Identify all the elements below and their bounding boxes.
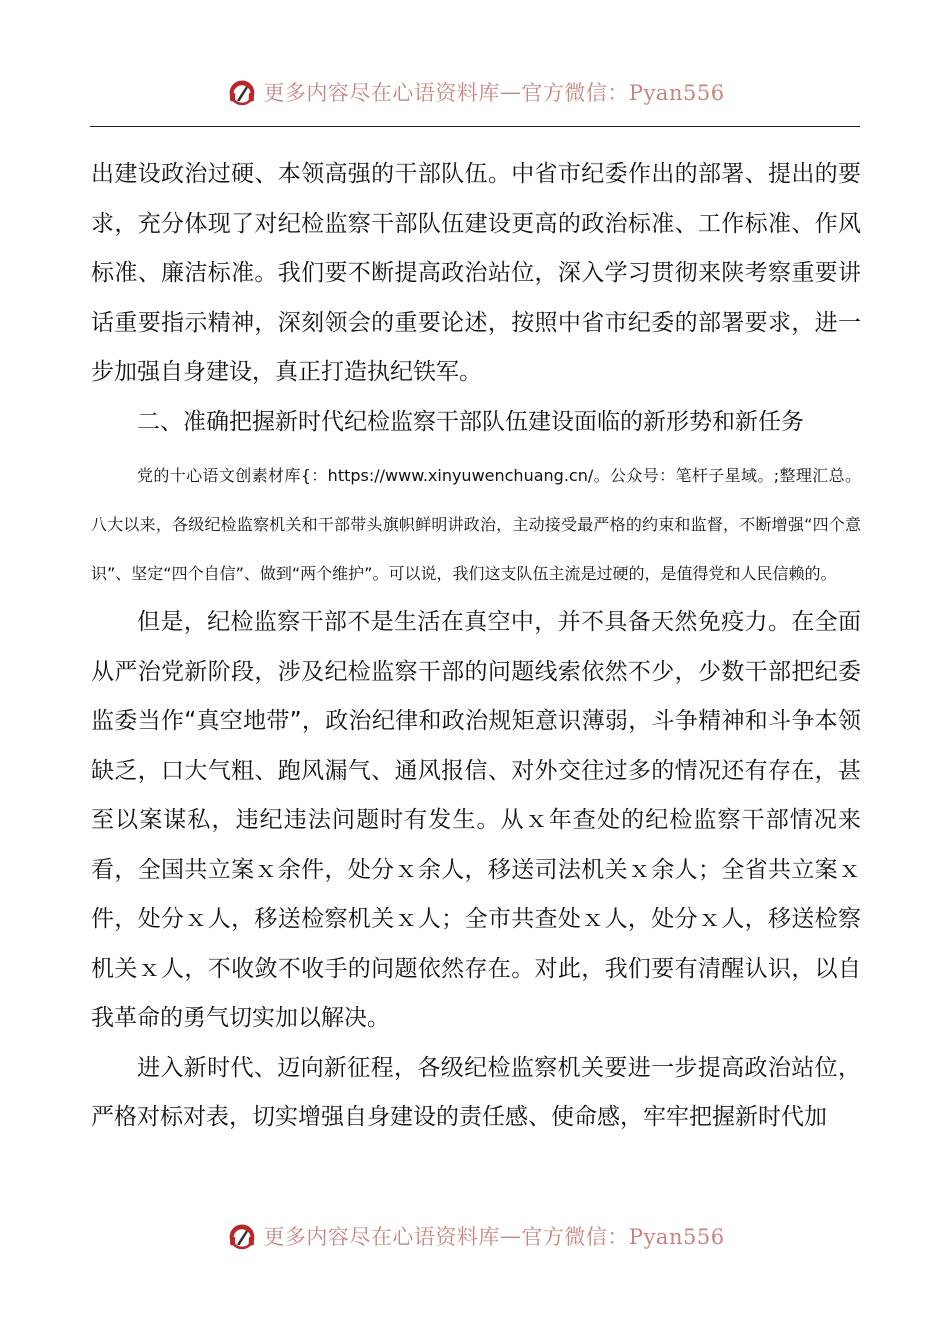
paragraph-small-note: 党的十心语文创素材库{：https://www.xinyuwenchuang.cn/。公众号：笔杆子星域。;整理汇总。八大以来，各级纪检监察机关和干部带头旗帜鲜明讲政治，主动接受最严格的约束和监督，不断增强“四个意识”、坚定“四个自信”、做到“两个维护”。可以说，我们这支队伍主流是过硬的，是值得党和人民信赖的。	[91, 466, 861, 583]
footer-watermark-contact: 官方微信：Pyan556	[521, 1225, 725, 1249]
document-body	[91, 150, 861, 1143]
page-footer-watermark	[0, 1216, 950, 1256]
headphones-logo-icon	[225, 1219, 259, 1253]
header-divider	[90, 126, 860, 127]
paragraph-new-era: 进入新时代、迈向新征程，各级纪检监察机关要进一步提高政治站位，严格对标对表，切实增强自身建设的责任感、使命感，牢牢把握新时代加	[91, 1054, 861, 1130]
watermark-separator: —	[499, 80, 522, 104]
paragraph-continuation: 出建设政治过硬、本领高强的干部队伍。中省市纪委作出的部署、提出的要求，充分体现了对纪检监察干部队伍建设更高的政治标准、工作标准、作风标准、廉洁标准。我们要不断提高政治站位，深入学习贯彻来陕考察重要讲话重要指示精神，深刻领会的重要论述，按照中省市纪委的部署要求，进一步加强自身建设，真正打造执纪铁军。	[91, 161, 861, 385]
watermark-brand: 更多内容尽在心语资料库	[263, 81, 500, 105]
watermark-contact: 官方微信：Pyan556	[521, 81, 725, 105]
footer-watermark-brand: 更多内容尽在心语资料库	[263, 1225, 500, 1249]
paragraph-problems: 但是，纪检监察干部不是生活在真空中，并不具备天然免疫力。在全面从严治党新阶段，涉及纪检监察干部的问题线索依然不少，少数干部把纪委监委当作“真空地带”，政治纪律和政治规矩意识薄弱，斗争精神和斗争本领缺乏，口大气粗、跑风漏气、通风报信、对外交往过多的情况还有存在，甚至以案谋私，违纪违法问题时有发生。从ｘ年查处的纪检监察干部情况来看，全国共立案ｘ余件，处分ｘ余人，移送司法机关ｘ余人；全省共立案ｘ件，处分ｘ人，移送检察机关ｘ人；全市共查处ｘ人，处分ｘ人，移送检察机关ｘ人，不收敛不收手的问题依然存在。对此，我们要有清醒认识，以自我革命的勇气切实加以解决。	[91, 609, 861, 1031]
footer-watermark-separator: —	[499, 1224, 522, 1248]
page-header-watermark	[0, 72, 950, 112]
section-heading-2: 二、准确把握新时代纪检监察干部队伍建设面临的新形势和新任务	[137, 408, 804, 435]
headphones-logo-icon	[225, 75, 259, 109]
